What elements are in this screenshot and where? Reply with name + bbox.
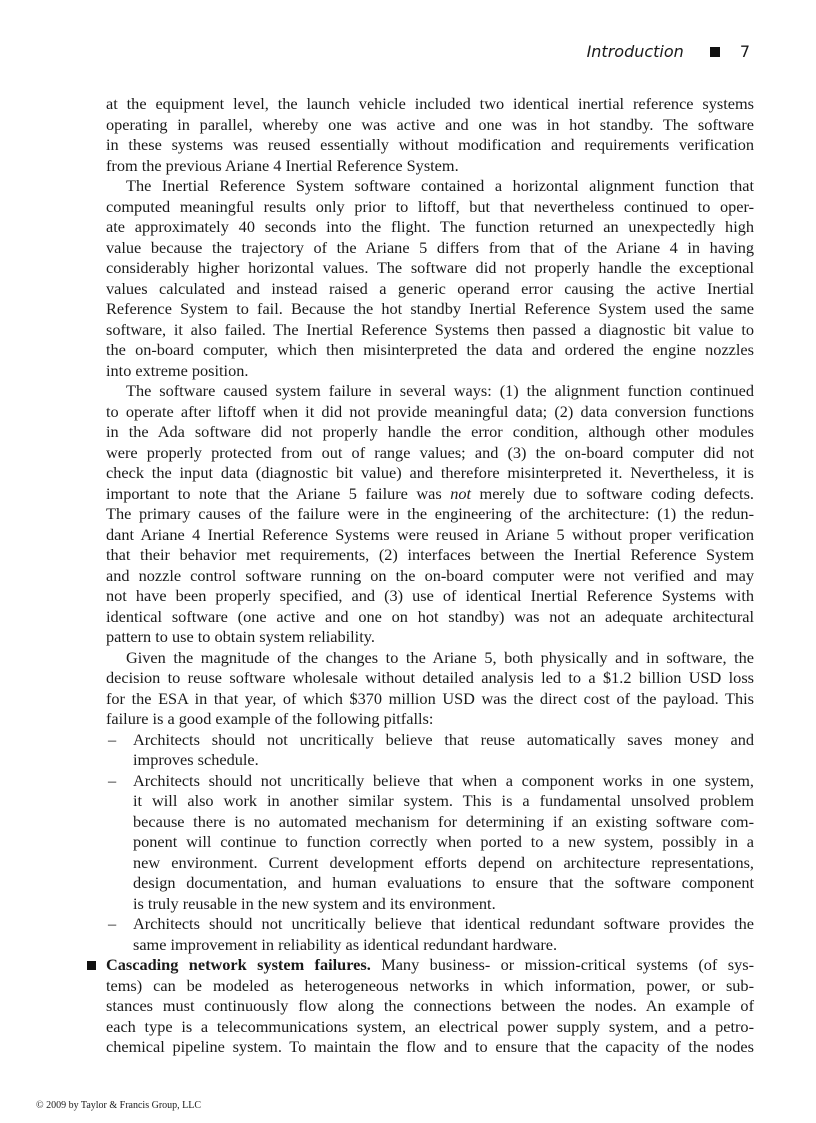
text-line: improves schedule. <box>133 750 259 769</box>
text-line: value because the trajectory of the Ariane 5 differs from that of the Ariane 4 in having <box>106 237 754 257</box>
text-line: into extreme position. <box>106 360 249 380</box>
text-line: for the ESA in that year, of which $370 million USD was the direct cost of the payload. This <box>106 688 754 708</box>
text-line: Given the magnitude of the changes to the Ariane 5, both physically and in software, the <box>126 647 754 667</box>
text-line: stances must continuously flow along the connections between the nodes. An example of <box>106 996 754 1015</box>
dash-bullet-icon: – <box>108 770 117 790</box>
text-line: not have been properly specified, and (3) use of identical Inertial Reference Systems with <box>106 586 754 605</box>
bullet-item <box>106 955 754 1058</box>
text-line: each type is a telecommunications system, an electrical power supply system, and a petro- <box>106 1016 754 1036</box>
text-line: and nozzle control software running on the on-board computer were not verified and may <box>106 565 754 585</box>
text-segment: Many business- or mission-critical systems (of sys- <box>370 955 754 974</box>
dash-bullet-icon: – <box>108 914 117 933</box>
text-line: check the input data (diagnostic bit value) and therefore misinterpreted it. Nevertheless, it is <box>106 463 754 482</box>
bullet-heading: Cascading network system failures. <box>106 955 371 974</box>
running-header <box>587 42 750 61</box>
text-line: Reference System to fail. Because the hot standby Inertial Reference System used the same <box>106 299 754 318</box>
text-line: The Inertial Reference System software contained a horizontal alignment function that <box>126 176 754 195</box>
text-line: ate approximately 40 seconds into the flight. The function returned an unexpectedly high <box>106 217 754 236</box>
text-line <box>106 955 754 976</box>
dash-bullet-icon: – <box>108 729 117 749</box>
page-body <box>106 94 754 1058</box>
paragraph <box>106 176 754 381</box>
text-line: tems) can be modeled as heterogeneous networks in which information, power, or sub- <box>106 975 754 995</box>
text-line: the on-board computer, which then misinterpreted the data and ordered the engine nozzles <box>106 340 754 359</box>
text-line: new environment. Current development efforts depend on architecture representations, <box>133 852 754 872</box>
text-line <box>106 484 754 505</box>
text-line: is truly reusable in the new system and its environment. <box>133 893 496 913</box>
text-segment: merely due to software coding defects. <box>471 483 754 503</box>
text-line: in the Ada software did not properly handle the error condition, although other modules <box>106 422 754 441</box>
text-line: because there is no automated mechanism for determining if an existing software com- <box>133 811 754 831</box>
pitfall-list-item <box>106 914 754 955</box>
text-line: that their behavior met requirements, (2) interfaces between the Inertial Reference System <box>106 545 754 564</box>
text-line: chemical pipeline system. To maintain the flow and to ensure that the capacity of the nodes <box>106 1037 754 1056</box>
text-line: at the equipment level, the launch vehicle included two identical inertial reference systems <box>106 94 754 113</box>
text-line: same improvement in reliability as identical redundant hardware. <box>133 934 558 954</box>
text-line: from the previous Ariane 4 Inertial Reference System. <box>106 155 459 175</box>
text-line: operating in parallel, whereby one was active and one was in hot standby. The software <box>106 114 754 134</box>
copyright-footer: © 2009 by Taylor & Francis Group, LLC <box>36 1100 202 1111</box>
page-number: 7 <box>739 42 750 61</box>
text-line: to operate after liftoff when it did not provide meaningful data; (2) data conversion functions <box>106 401 754 421</box>
text-line: The primary causes of the failure were in the engineering of the architecture: (1) the redun- <box>106 504 754 523</box>
text-line: Architects should not uncritically believe that reuse automatically saves money and <box>133 729 754 749</box>
text-line: design documentation, and human evaluations to ensure that the software component <box>133 873 754 892</box>
text-line: Architects should not uncritically believe that identical redundant software provides the <box>133 914 754 933</box>
text-line: ponent will continue to function correctly when ported to a new system, possibly in a <box>133 832 754 851</box>
text-line: were properly protected from out of range values; and (3) the on-board computer did not <box>106 442 754 462</box>
text-line: decision to reuse software wholesale without detailed analysis led to a $1.2 billion USD loss <box>106 668 754 687</box>
text-line: in these systems was reused essentially without modification and requirements verification <box>106 135 754 154</box>
text-line: The software caused system failure in several ways: (1) the alignment function continued <box>126 381 754 400</box>
pitfall-list-item <box>106 730 754 771</box>
text-line: Architects should not uncritically believe that when a component works in one system, <box>133 770 754 790</box>
emphasis-text: not <box>450 483 472 503</box>
paragraph <box>106 94 754 176</box>
text-line: it will also work in another similar system. This is a fundamental unsolved problem <box>133 791 754 810</box>
paragraph <box>106 648 754 730</box>
text-line: values calculated and instead raised a generic operand error causing the active Inertial <box>106 278 754 298</box>
text-line: software, it also failed. The Inertial Reference Systems then passed a diagnostic bit value to <box>106 319 754 339</box>
text-line: dant Ariane 4 Inertial Reference Systems were reused in Ariane 5 without proper verification <box>106 524 754 544</box>
square-separator-icon <box>710 47 720 57</box>
section-title: Introduction <box>586 42 684 61</box>
square-bullet-icon <box>87 961 96 970</box>
text-line: considerably higher horizontal values. The software did not properly handle the exceptional <box>106 258 754 277</box>
text-line: computed meaningful results only prior to liftoff, but that nevertheless continued to oper- <box>106 196 754 216</box>
text-line: failure is a good example of the following pitfalls: <box>106 709 434 728</box>
pitfall-list-item <box>106 771 754 915</box>
text-line: pattern to use to obtain system reliability. <box>106 627 375 646</box>
text-segment: important to note that the Ariane 5 failure was <box>106 483 451 503</box>
text-line: identical software (one active and one on hot standby) was not an adequate architectural <box>106 606 754 626</box>
paragraph <box>106 381 754 648</box>
